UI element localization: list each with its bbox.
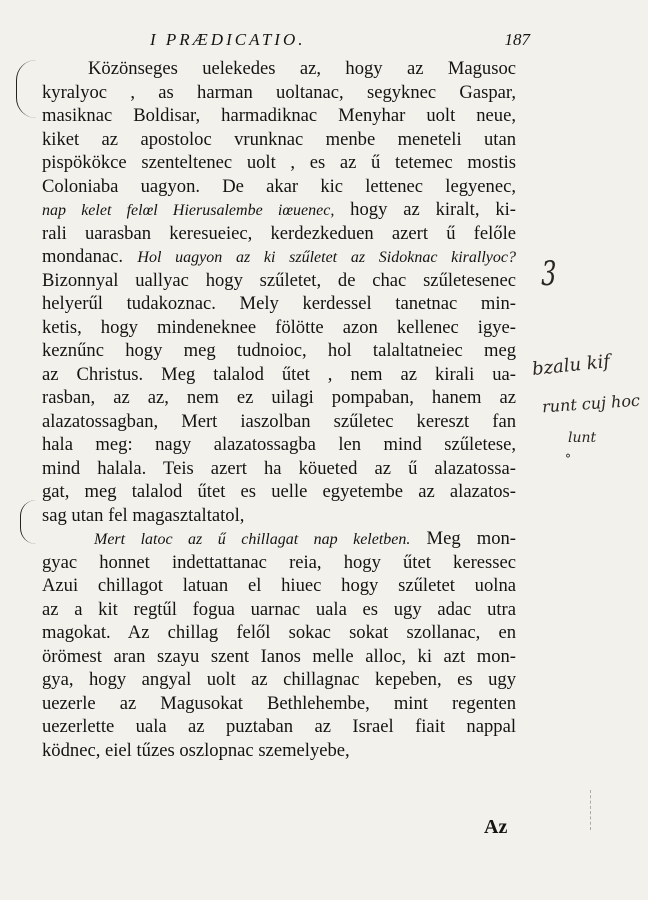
handwritten-bracket-mark: 3 (541, 254, 557, 294)
italic-citation: Mert latoc az ű chillagat nap keletben. (94, 531, 411, 548)
text-line: az a kit regtűl fogua uarnac uala es ugy adac utra (42, 598, 516, 620)
text-line: Mert latoc az ű chillagat nap keletben. Meg mon- (94, 528, 516, 549)
text-line: ködnec, eiel tűzes oszlopnac szemelyebe, (42, 739, 350, 761)
text-line: alazatossagban, Mert iaszolban szűletec kereszt fan (42, 410, 516, 432)
margin-bracket-bottom (20, 500, 37, 544)
show-through-marks (590, 790, 593, 830)
text-line: helyerűl tudakoznac. Mely kerdessel tanetnac min- (42, 293, 516, 314)
handwritten-note-line-1: bzalu kif (531, 350, 612, 381)
text-line: Coloniaba uagyon. De akar kic lettenec legyenec, (42, 175, 516, 197)
text-line: pispökökce szenteltenec uolt , es az ű tetemec mostis (42, 152, 516, 173)
text-line: ketis, hogy mindeneknee fölötte azon kellenec igye- (42, 316, 516, 338)
text-line: az Christus. Meg talalod űtet , nem az kirali ua- (42, 363, 516, 385)
handwritten-dot: ° (565, 452, 571, 466)
text-line: sag utan fel magasztaltatol, (42, 504, 245, 526)
italic-citation: nap kelet felœl Hierusalembe iœuenec, (42, 202, 335, 219)
text-line: Azui chillagot latuan el hiuec hogy szűletet uolna (42, 575, 516, 596)
body-text (42, 57, 516, 762)
text-line: magokat. Az chillag felől sokac sokat szollanac, en (42, 622, 516, 643)
text-line: rali uarasban keresueiec, kerdezkeduen azert ű felőle (42, 222, 516, 244)
text-line: Közönseges uelekedes az, hogy az Magusoc (88, 58, 516, 79)
handwritten-note-line-3: lunt (568, 430, 597, 446)
text-line: mind halala. Teis azert ha köueted az ű alazatossa- (42, 457, 516, 479)
text-line: gyac honnet indettattanac reia, hogy űtet keressec (42, 551, 516, 573)
text-line: mondanac. Hol uagyon az ki szűletet az Sidoknac kirallyoc? (42, 246, 516, 267)
text-line: hala meg: nagy alazatossagba len mind szűletese, (42, 434, 516, 455)
text-line: örömest aran szayu szent Ianos melle alloc, ki azt mon- (42, 645, 516, 667)
handwritten-note-line-2: runt cuj hoc (541, 390, 641, 417)
page-number: 187 (504, 30, 530, 49)
text-line: Bizonnyal uallyac hogy szűletet, de chac szűletesenec (42, 269, 516, 291)
text-line: gya, hogy angyal uolt az chillagnac kepeben, es ugy (42, 669, 516, 690)
text-line: rasban, az az, nem ez uilagi pompaban, hanem az (42, 387, 516, 408)
text-line: uezerlette uala az puztaban az Israel fiait nappal (42, 716, 516, 737)
text-line: nap kelet felœl Hierusalembe iœuenec, hogy az kiralt, ki- (42, 199, 516, 220)
text-line: uezerle az Magusokat Bethlehembe, mint regenten (42, 692, 516, 714)
catchword: Az (484, 816, 508, 838)
text-line: kiket az apostoloc vrunknac menbe meneteli utan (42, 128, 516, 150)
italic-citation: Hol uagyon az ki szűletet az Sidoknac kirallyoc? (137, 249, 516, 266)
running-title: I PRÆDICATIO. (150, 30, 306, 49)
page-header (150, 30, 530, 54)
text-line: kyralyoc , as harman uoltanac, segyknec Gaspar, (42, 81, 516, 103)
margin-bracket-top (16, 60, 37, 118)
text-line: masiknac Boldisar, harmadiknac Menyhar uolt neue, (42, 105, 516, 126)
text-line: keznűnc hogy meg tudnoioc, hol talaltatneiec meg (42, 340, 516, 361)
text-line: gat, meg talalod űtet es uelle egyetembe az alazatos- (42, 481, 516, 502)
